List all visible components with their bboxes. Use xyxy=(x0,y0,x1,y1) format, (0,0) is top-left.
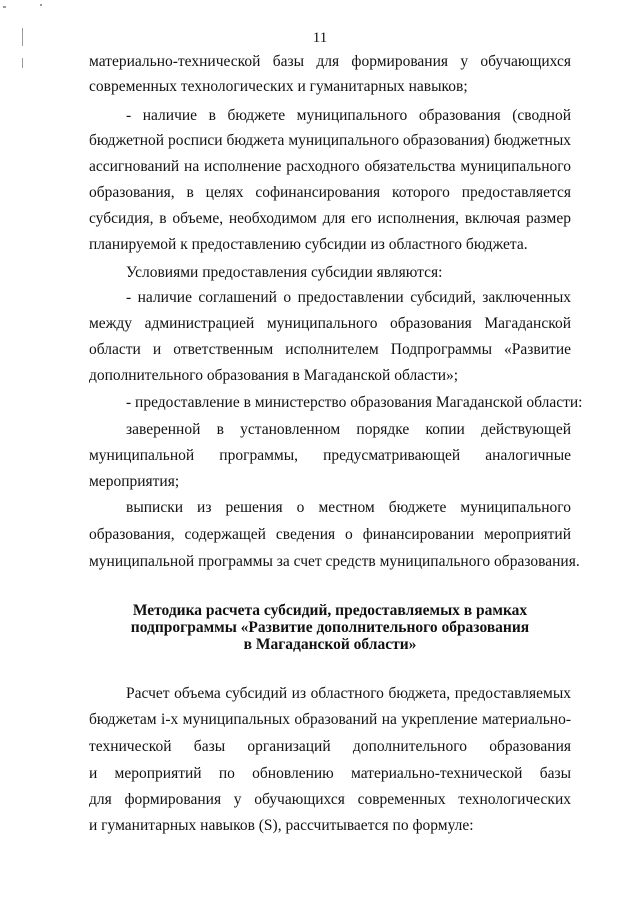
paragraph-line: планируемой к предоставлению субсидии из областного бюджета. xyxy=(89,236,528,253)
paragraph-line: технической базы организаций дополнительного образования xyxy=(89,738,571,755)
paragraph-line: и гуманитарных навыков (S), рассчитывается по формуле: xyxy=(89,817,474,834)
paragraph-line: субсидия, в объеме, необходимом для его исполнения, включая размер xyxy=(89,210,571,227)
paragraph-line: материально-технической базы для формирования у обучающихся xyxy=(89,53,571,70)
paragraph-line: - наличие в бюджете муниципального образования (сводной xyxy=(126,107,571,124)
paragraph-line: бюджетной росписи бюджета муниципального образования) бюджетных xyxy=(89,132,571,149)
scan-artifact-top-right xyxy=(40,4,42,6)
section-heading-line: в Магаданской области» xyxy=(243,636,417,653)
paragraph-line: области и ответственным исполнителем Подпрограммы «Развитие xyxy=(89,341,571,358)
scan-artifact-left-2 xyxy=(22,58,23,68)
paragraph-line: мероприятия; xyxy=(89,473,180,490)
section-heading-line: подпрограммы «Развитие дополнительного образования xyxy=(130,619,530,636)
paragraph-line: образования, в целях софинансирования которого предоставляется xyxy=(89,184,571,201)
paragraph-line: - наличие соглашений о предоставлении субсидий, заключенных xyxy=(126,289,571,306)
paragraph-line: современных технологических и гуманитарных навыков; xyxy=(89,78,468,95)
paragraph-line: образования, содержащей сведения о финансировании мероприятий xyxy=(89,526,571,543)
paragraph-line: Расчет объема субсидий из областного бюджета, предоставляемых xyxy=(126,685,571,702)
paragraph-line: и мероприятий по обновлению материально-технической базы xyxy=(89,765,571,782)
paragraph-line: муниципальной программы за счет средств муниципального образования. xyxy=(89,553,580,570)
paragraph-line: заверенной в установленном порядке копии действующей xyxy=(126,421,571,438)
paragraph-line: ассигнований на исполнение расходного обязательства муниципального xyxy=(89,158,571,175)
scan-artifact-top xyxy=(3,6,6,8)
paragraph-line: для формирования у обучающихся современных технологических xyxy=(89,791,571,808)
paragraph-line: между администрацией муниципального образования Магаданской xyxy=(89,315,571,332)
paragraph-line: бюджетам i-х муниципальных образований на укрепление материально- xyxy=(89,711,571,728)
page-number: 11 xyxy=(312,30,328,46)
section-heading-line: Методика расчета субсидий, предоставляемых в рамках xyxy=(132,602,528,619)
paragraph-line: выписки из решения о местном бюджете муниципального xyxy=(126,499,571,516)
paragraph-line: Условиями предоставления субсидии являются: xyxy=(126,264,443,281)
paragraph-line: - предоставление в министерство образования Магаданской области: xyxy=(126,394,583,411)
paragraph-line: муниципальной программы, предусматривающей аналогичные xyxy=(89,447,571,464)
paragraph-line: дополнительного образования в Магаданской области»; xyxy=(89,367,459,384)
